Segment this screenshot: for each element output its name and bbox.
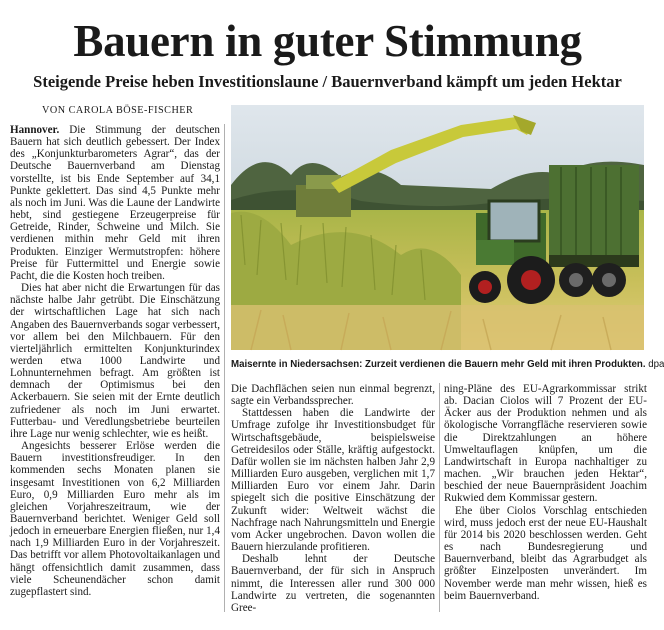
photo-credit: dpa <box>648 359 664 370</box>
article-column-2 <box>231 383 435 615</box>
paragraph: ning-Pläne des EU-Agrarkommissar strikt ab. Dacian Ciolos will 7 Prozent der EU-Äcker aus der Produktion nehmen und als ökologische Vorrangfläche reservieren sowie die Direktzahlungen an höhere Umweltauflagen knüpfen, um die Landwirtschaft in Europa nachhaltiger zu machen. „Wir brauchen jeden Hektar“, beschied der neue Bauernpräsident Joachim Rukwied dem Kommissar gestern. <box>444 383 647 505</box>
headline: Bauern in guter Stimmung <box>73 16 582 66</box>
paragraph-text: Die Stimmung der deutschen Bauern hat sich deutlich gebessert. Der Index des „Konjunkturbarometers Agrar“, das der Deutsche Bauernverband am Dienstag vorstellte, ist bis Ende September auf 34,1 Punkte geklettert. Das sind 4,5 Punkte mehr als noch im Juni. Was die Laune der Landwirte hebt, sind gestiegene Erzeugerpreise für Getreide, Rinder, Schweine und Milch. Sie verdienen mithin mehr Geld mit ihren Produkten. Einziger Wermutstropfen: höhere Preise für Futtermittel und Energie sowie Pacht, die die Kosten hoch treiben. <box>10 124 220 282</box>
paragraph: Dies hat aber nicht die Erwartungen für das nächste halbe Jahr getrübt. Die Einschätzung der wirtschaftlichen Lage hat sich nach Angaben des Bauernverbands sogar verbessert, vor allem bei den Milchbauern. Für den vierteljährlich ermittelten Konjunkturindex werden etwa 1000 Landwirte und Lohnunternehmen befragt. Am größten ist demnach der Optimismus bei den Ackerbauern. Sie seien mit der Ernte deutlich zufriedener als noch im Juni erwartet. Futterbau- und Veredlungsbetriebe beurteilen ihre Lage nur wenig schlechter, wie es heißt. <box>10 282 220 440</box>
paragraph: Die Dachflächen seien nun einmal begrenzt, sagte ein Verbandssprecher. <box>231 383 435 408</box>
subheadline: Steigende Preise heben Investitionslaune / Bauernverband kämpft um jeden Hektar <box>33 72 622 91</box>
article-photo <box>231 105 644 350</box>
byline: VON CAROLA BÖSE-FISCHER <box>42 105 194 116</box>
paragraph: Stattdessen haben die Landwirte der Umfrage zufolge ihr Investitionsbudget für Wirtschaftsgebäude, beispielsweise Getreidesilos oder Ställe, kräftig aufgestockt. Dafür wollen sie im nächsten halben Jahr 2,9 Milliarden Euro ausgeben, verglichen mit 1,7 Milliarden Euro vor einem Jahr. Darin spiegelt sich die positive Einschätzung der Zukunft wider: Weltweit wächst die Nachfrage nach Nahrungsmitteln und Energie vom Acker ungebrochen. Davon wollen die Bauern hierzulande profitieren. <box>231 407 435 554</box>
article-column-1 <box>10 124 220 610</box>
paragraph: Deshalb lehnt der Deutsche Bauernverband, der für sich in Anspruch nimmt, die Interessen aller rund 300 000 Landwirte zu vertreten, die sogenannten Gree- <box>231 553 435 614</box>
paragraph <box>10 124 220 282</box>
photo-caption <box>231 359 664 371</box>
caption-text: Maisernte in Niedersachsen: Zurzeit verdienen die Bauern mehr Geld mit ihren Produkten. <box>231 359 646 370</box>
column-divider <box>224 124 225 612</box>
article-column-3 <box>444 383 647 615</box>
column-divider <box>439 383 440 612</box>
paragraph: Ehe über Ciolos Vorschlag entschieden wird, muss jedoch erst der neue EU-Haushalt für 2014 bis 2020 beschlossen werden. Geht es nach Bundesregierung und Bauernverband, bleibt das Agrarbudget als größter Einzelposten unverändert. Im November werde man mehr wissen, hieß es beim Bauernverband. <box>444 504 647 602</box>
dateline: Hannover. <box>10 124 60 136</box>
paragraph: Angesichts besserer Erlöse werden die Bauern investitionsfreudiger. In den kommenden sechs Monaten planen sie insgesamt Investitionen von 6,2 Milliarden Euro, 0,9 Milliarden Euro mehr als im gleichen Vorjahreszeitraum, wie der Bauernverband berichtet. Weniger Geld soll jedoch in erneuerbare Energien fließen, nur 1,4 nach 1,9 Milliarden Euro in der Vorjahreszeit. Das betrifft vor allem Photovoltaikanlagen und hängt offensichtlich damit zusammen, dass viele Scheunendächer schon damit zugepflastert sind. <box>10 440 220 598</box>
